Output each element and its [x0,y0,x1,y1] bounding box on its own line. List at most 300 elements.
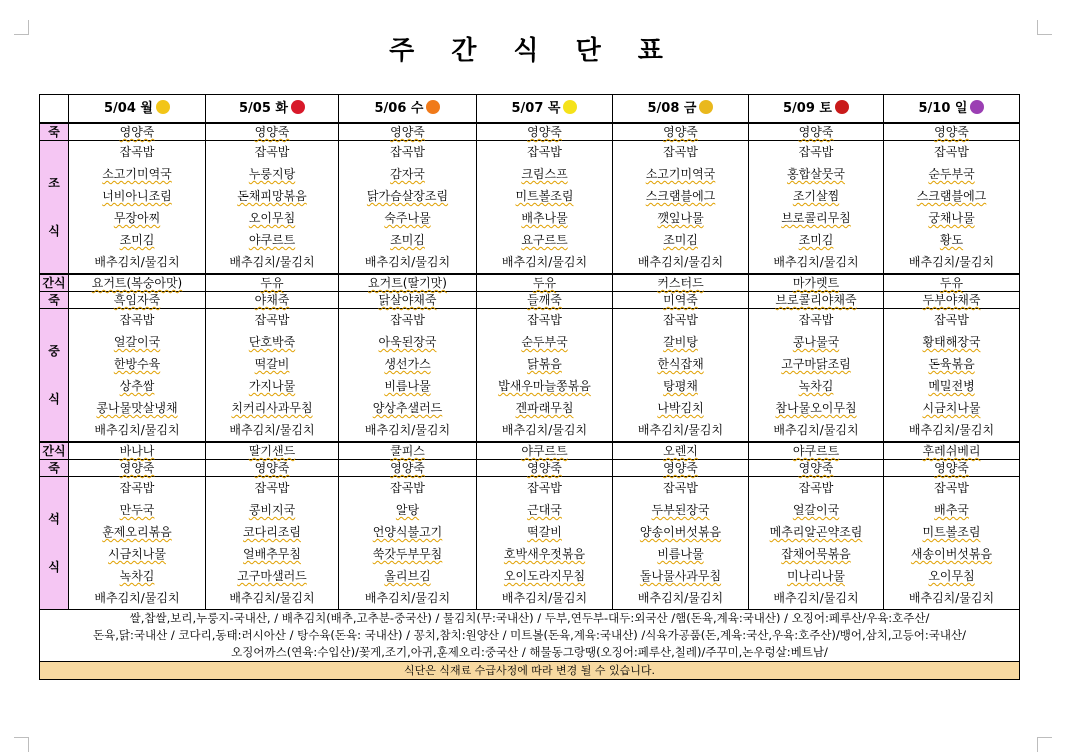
menu-item [749,163,883,185]
menu-item [69,499,205,521]
menu-item-text: 스크램블에그 [916,189,987,203]
menu-item-text: 미나리나물 [787,569,845,583]
menu-cell [477,309,613,443]
menu-item: 쿨피스 [390,444,425,458]
menu-item [206,543,338,565]
menu-item [613,375,748,397]
meal-label-top: 중 [48,344,60,358]
menu-item-text: 배추김치/물김치 [94,255,180,269]
menu-item: 두유 [939,276,964,290]
menu-item [206,419,338,441]
menu-item-text: 잡곡밥 [390,481,425,495]
menu-item [613,229,748,251]
menu-item-text: 잡곡밥 [798,481,834,495]
menu-cell [477,123,613,141]
day-header-5 [613,95,749,124]
menu-item [206,207,338,229]
lemon-icon [563,100,577,114]
menu-item-text: 오이무침 [248,211,296,225]
menu-item [206,587,338,609]
menu-item-text: 비름나물 [384,379,431,393]
menu-item-text: 홍합살뭇국 [787,167,845,181]
menu-item [339,309,476,331]
menu-item: 요거트(복숭아맛) [91,276,183,290]
menu-item [749,207,883,229]
menu-item [206,375,338,397]
menu-item-text: 잡곡밥 [527,481,562,495]
menu-item [884,521,1019,543]
menu-item-text: 치커리사과무침 [231,401,313,415]
menu-cell [69,442,206,460]
menu-item [477,375,612,397]
menu-item-text: 배추김치/물김치 [364,423,451,437]
menu-item-text: 고구마닭조림 [781,357,851,371]
menu-item [206,229,338,251]
menu-item-text: 야쿠르트 [248,233,296,247]
menu-item [206,565,338,587]
menu-item-text: 잡곡밥 [663,481,698,495]
menu-item: 영양죽 [527,125,562,139]
menu-item-text: 배추김치/물김치 [229,423,315,437]
day-date: 5/09 [783,101,815,116]
menu-item-text: 잡곡밥 [390,145,425,159]
menu-item [339,185,476,207]
menu-cell [339,274,477,292]
menu-item [749,309,883,331]
menu-cell [206,274,339,292]
menu-item-text: 겐파래무침 [515,401,574,415]
menu-item [613,521,748,543]
menu-cell [884,141,1020,275]
crop-mark-bottom-right [1037,737,1052,752]
menu-cell [206,309,339,443]
menu-item [339,543,476,565]
menu-item-text: 미트볼조림 [515,189,574,203]
menu-item [477,353,612,375]
menu-item [613,141,748,163]
menu-item-text: 닭가슴살장조림 [366,189,449,203]
header-row [40,95,1020,124]
menu-item: 닭살야채죽 [378,293,437,307]
menu-item-text: 만두국 [119,503,155,517]
meal-label-bottom: 식 [48,560,60,574]
menu-item-text: 가지나물 [248,379,296,393]
menu-item [69,397,205,419]
menu-item-text: 배추김치/물김치 [908,591,995,605]
menu-item-text: 스크램블에그 [645,189,716,203]
menu-item: 커스터드 [657,276,704,290]
menu-item [206,397,338,419]
menu-item: 바나나 [119,444,155,458]
menu-item [884,375,1019,397]
menu-item [477,521,612,543]
day-date: 5/06 [374,101,407,116]
menu-item-text: 잡곡밥 [119,145,155,159]
menu-item [613,397,748,419]
day-weekday: 토 [819,101,832,116]
menu-item-text: 배추나물 [521,211,568,225]
menu-item: 들깨죽 [527,293,562,307]
menu-item: 오렌지 [663,444,698,458]
menu-cell [613,274,749,292]
menu-cell [749,274,884,292]
menu-item [749,375,883,397]
row-label: 죽 [40,123,69,141]
menu-item-text: 깻잎나물 [657,211,704,225]
menu-item [477,543,612,565]
menu-item-text: 콩나물맛살냉채 [96,401,178,415]
menu-item-text: 배추김치/물김치 [364,591,451,605]
menu-item-text: 조미김 [663,233,698,247]
menu-cell [477,292,613,309]
menu-item: 영양죽 [254,125,290,139]
breakfast-porridge-row [40,123,1020,141]
menu-item-text: 순두부국 [928,167,975,181]
day-header-3 [339,95,477,124]
menu-item-text: 조미김 [798,233,834,247]
menu-item-text: 새송이버섯볶음 [910,547,993,561]
menu-item-text: 요구르트 [521,233,568,247]
menu-item-text: 언양식불고기 [372,525,443,539]
menu-item-text: 너비아니조림 [102,189,172,203]
menu-item: 영양죽 [934,461,969,475]
menu-item [477,397,612,419]
row-label: 간식 [40,442,69,460]
menu-item: 브로콜리야채죽 [775,293,857,307]
menu-item [749,353,883,375]
menu-item [749,521,883,543]
menu-item: 영양죽 [798,461,834,475]
menu-item [749,185,883,207]
menu-item-text: 잡곡밥 [798,145,834,159]
menu-item-text: 고구마샐러드 [237,569,307,583]
menu-item [69,521,205,543]
menu-item: 딸기샌드 [248,444,296,458]
menu-item-text: 돈육볶음 [928,357,975,371]
menu-item [477,499,612,521]
day-weekday: 목 [547,101,561,116]
menu-item [884,397,1019,419]
menu-item-text: 돌나물사과무침 [639,569,722,583]
pineapple-icon [699,100,713,114]
menu-item: 영양죽 [663,125,698,139]
menu-cell [749,309,884,443]
menu-item [206,331,338,353]
corner-cell [40,95,69,124]
menu-item [884,207,1019,229]
menu-item-text: 오이도라지무침 [503,569,586,583]
menu-item: 두부야채죽 [922,293,981,307]
menu-item-text: 잡채어묵볶음 [781,547,851,561]
origin-line: 오징어까스(연육:수입산)/꽃게,조기,아귀,훈제오리:중국산 / 해물동그랑땡(오징어:페루산,칠레)/주꾸미,논우렁살:베트남/ [231,645,828,659]
menu-item [339,251,476,273]
menu-item [749,543,883,565]
menu-cell [613,442,749,460]
menu-item-text: 얼갈이국 [792,503,840,517]
menu-item [613,207,748,229]
menu-item-text: 돈채피망볶음 [237,189,307,203]
menu-item: 영양죽 [798,125,834,139]
row-label: 죽 [40,460,69,477]
menu-item-text: 잡곡밥 [798,313,834,327]
menu-item: 영양죽 [663,461,698,475]
menu-item [477,331,612,353]
day-weekday: 화 [275,101,288,116]
menu-cell [69,141,206,275]
menu-item-text: 두부된장국 [651,503,710,517]
menu-item [477,419,612,441]
menu-item-text: 배추김치/물김치 [773,255,859,269]
menu-cell [206,460,339,477]
menu-item [749,587,883,609]
day-header-4 [477,95,613,124]
menu-cell [339,292,477,309]
menu-item-text: 황도 [939,233,964,247]
menu-cell [69,292,206,309]
menu-item [884,229,1019,251]
menu-cell [339,477,477,610]
menu-cell [339,123,477,141]
menu-item [884,419,1019,441]
menu-item-text: 나박김치 [657,401,704,415]
menu-cell [206,442,339,460]
menu-item [749,565,883,587]
menu-cell [749,460,884,477]
menu-item-text: 배추김치/물김치 [773,423,859,437]
menu-item: 흑임자죽 [113,293,161,307]
menu-item-text: 잡곡밥 [527,313,562,327]
menu-item [613,163,748,185]
menu-item-text: 탕평채 [663,379,698,393]
morning-snack-row [40,274,1020,292]
origin-line: 쌀,찹쌀,보리,누룽지-국내산, / 배추김치(배추,고추분-중국산) / 물김치(무:국내산) / 두부,연두부-대두:외국산 /햄(돈육,계육:국내산) / 오징어:페루산/우육:호주산/ [129,611,930,625]
menu-item [477,587,612,609]
menu-item-text: 한방수육 [113,357,161,371]
menu-item-text: 올리브김 [384,569,431,583]
menu-item: 야쿠르트 [521,444,568,458]
menu-item [477,229,612,251]
menu-item-text: 얼배추무침 [243,547,301,561]
menu-item-text: 배추국 [934,503,969,517]
menu-item [613,185,748,207]
menu-item [69,419,205,441]
menu-item: 마가렛트 [792,276,840,290]
menu-item-text: 잡곡밥 [934,313,969,327]
menu-item: 영양죽 [934,125,969,139]
menu-item [69,543,205,565]
menu-item [613,565,748,587]
lunch-row [40,309,1020,443]
menu-item-text: 메밀전병 [928,379,975,393]
meal-label-top: 석 [48,512,60,526]
day-header-1 [69,95,206,124]
menu-item [884,251,1019,273]
menu-item-text: 메추리알곤약조림 [769,525,863,539]
menu-cell [749,292,884,309]
menu-item-text: 황태해장국 [922,335,981,349]
menu-item: 두유 [532,276,557,290]
origin-row [40,610,1020,662]
menu-cell [613,292,749,309]
menu-cell [884,274,1020,292]
menu-item: 미역죽 [663,293,698,307]
menu-item [613,331,748,353]
menu-item [339,375,476,397]
menu-item [749,499,883,521]
menu-item [884,163,1019,185]
menu-item-text: 잡곡밥 [390,313,425,327]
menu-item [477,565,612,587]
menu-item-text: 배추김치/물김치 [908,255,995,269]
menu-item-text: 배추김치/물김치 [229,255,315,269]
menu-item [206,185,338,207]
menu-item [884,565,1019,587]
menu-item [206,309,338,331]
menu-cell [477,477,613,610]
menu-item-text: 잡곡밥 [934,145,969,159]
menu-item [206,353,338,375]
menu-cell [69,123,206,141]
menu-item-text: 잡곡밥 [254,313,290,327]
menu-item [69,207,205,229]
menu-item-text: 호박새우젓볶음 [503,547,586,561]
dinner-row [40,477,1020,610]
menu-item [206,163,338,185]
menu-item-text: 감자국 [390,167,425,181]
cherry-icon [291,100,305,114]
menu-item [69,565,205,587]
menu-item-text: 닭볶음 [527,357,562,371]
menu-item-text: 아욱된장국 [378,335,437,349]
menu-item [69,229,205,251]
menu-item-text: 근대국 [527,503,562,517]
menu-cell [206,477,339,610]
page-title: 주 간 식 단 표 [389,36,677,66]
menu-item: 영양죽 [119,125,155,139]
menu-cell [477,460,613,477]
menu-cell [477,141,613,275]
menu-cell [613,460,749,477]
menu-item [69,163,205,185]
menu-item-text: 미트볼조림 [922,525,981,539]
menu-item-text: 순두부국 [521,335,568,349]
menu-item: 후레쉬베리 [922,444,981,458]
menu-item-text: 배추김치/물김치 [501,591,588,605]
menu-item-text: 배추김치/물김치 [364,255,451,269]
menu-item: 야쿠르트 [792,444,840,458]
menu-cell [69,274,206,292]
menu-item [749,397,883,419]
menu-item-text: 양상추샐러드 [372,401,443,415]
dinner-porridge-row [40,460,1020,477]
origin-info [40,610,1020,662]
menu-item: 요거트(딸기맛) [368,276,447,290]
menu-item-text: 배추김치/물김치 [229,591,315,605]
menu-item [477,477,612,499]
menu-item [206,521,338,543]
menu-cell [206,123,339,141]
menu-item-text: 크림스프 [521,167,568,181]
menu-item-text: 배추김치/물김치 [637,591,724,605]
menu-item [206,477,338,499]
menu-item-text: 배추김치/물김치 [637,423,724,437]
menu-item [613,477,748,499]
menu-item [613,587,748,609]
menu-cell [477,274,613,292]
row-label: 간식 [40,274,69,292]
meal-label [40,309,69,443]
menu-item [749,477,883,499]
menu-item-text: 녹차김 [798,379,834,393]
menu-cell [339,442,477,460]
menu-item-text: 잡곡밥 [119,481,155,495]
menu-cell [884,309,1020,443]
meal-label-bottom: 식 [48,224,60,238]
menu-cell [884,477,1020,610]
menu-item [477,309,612,331]
crop-mark-bottom-left [14,737,29,752]
menu-item [477,251,612,273]
menu-item [884,331,1019,353]
row-label: 죽 [40,292,69,309]
menu-item-text: 배추김치/물김치 [637,255,724,269]
menu-cell [339,309,477,443]
menu-item [206,499,338,521]
menu-cell [69,309,206,443]
menu-item-text: 생선가스 [384,357,431,371]
menu-cell [613,477,749,610]
meal-label [40,477,69,610]
menu-cell [884,292,1020,309]
menu-item [477,141,612,163]
menu-item-text: 참나물오이무침 [775,401,857,415]
notice-text: 식단은 식재료 수급사정에 따라 변경 될 수 있습니다. [40,662,1020,680]
menu-item-text: 배추김치/물김치 [501,423,588,437]
orange-icon [426,100,440,114]
meal-label [40,141,69,275]
menu-cell [884,123,1020,141]
menu-item-text: 양송이버섯볶음 [639,525,722,539]
menu-item: 야채죽 [254,293,290,307]
menu-cell [749,477,884,610]
menu-item-text: 상추쌈 [119,379,155,393]
day-weekday: 수 [410,101,424,116]
day-date: 5/04 [104,101,136,116]
day-weekday: 일 [954,101,968,116]
menu-cell [613,309,749,443]
menu-item-text: 무장아찌 [113,211,161,225]
menu-item-text: 잡곡밥 [934,481,969,495]
menu-item [69,353,205,375]
menu-item-text: 조미김 [119,233,155,247]
menu-item: 영양죽 [254,461,290,475]
menu-cell [206,141,339,275]
menu-item [613,251,748,273]
menu-item-text: 시금치나물 [108,547,166,561]
menu-item [477,163,612,185]
menu-item [613,419,748,441]
menu-cell [884,442,1020,460]
day-date: 5/05 [239,101,271,116]
menu-item [339,141,476,163]
menu-cell [69,460,206,477]
notice-row [40,662,1020,680]
menu-cell [206,292,339,309]
menu-item-text: 배추김치/물김치 [94,591,180,605]
menu-item [69,141,205,163]
day-header-6 [749,95,884,124]
menu-cell [477,442,613,460]
